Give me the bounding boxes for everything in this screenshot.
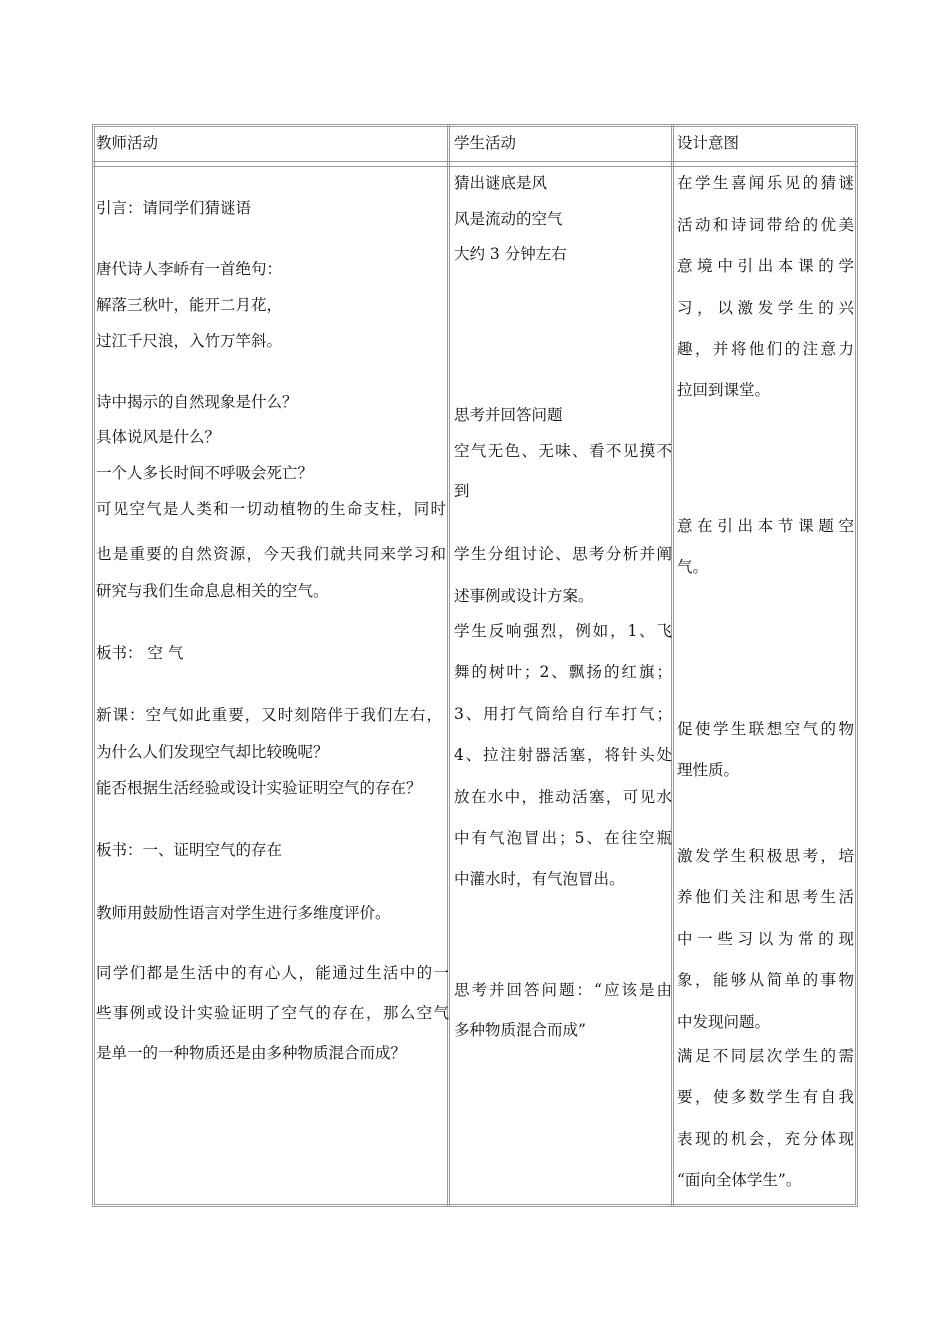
intent-line: 在学生喜闻乐见的猜谜 <box>677 174 854 192</box>
intent-line: 满足不同层次学生的需 <box>677 1047 854 1065</box>
teacher-line: 唐代诗人李峤有一首绝句： <box>96 260 283 278</box>
intent-line: 促使学生联想空气的物 <box>677 720 854 738</box>
header-design-intent: 设计意图 <box>677 134 740 152</box>
teacher-board-subtitle: 板书：一、证明空气的存在 <box>96 841 283 859</box>
teacher-line: 也是重要的自然资源，今天我们就共同来学习和 <box>96 545 446 563</box>
teacher-line: 过江千尺浪，入竹万竿斜。 <box>96 332 283 350</box>
student-line: 到 <box>454 482 470 500</box>
teacher-line: 教师用鼓励性语言对学生进行多维度评价。 <box>96 904 391 922</box>
intent-line: 要，使多数学生有自我 <box>677 1088 854 1106</box>
student-line: 思考并回答问题：“应该是由 <box>454 981 672 999</box>
header-divider <box>92 161 858 167</box>
teacher-line: 些事例或设计实验证明了空气的存在，那么空气 <box>96 1004 449 1022</box>
student-line: 空气无色、无味、看不见摸不 <box>454 442 672 460</box>
student-line: 猜出谜底是风 <box>454 174 548 192</box>
intent-line: 理性质。 <box>677 761 740 779</box>
intent-line: 表现的机会，充分体现 <box>677 1130 854 1148</box>
intent-line: 拉回到课堂。 <box>677 381 771 399</box>
teacher-line: 具体说风是什么？ <box>96 428 221 446</box>
student-line: 思考并回答问题 <box>454 406 563 424</box>
teacher-board-title: 板书： 空 气 <box>96 644 184 662</box>
teacher-line: 解落三秋叶，能开二月花， <box>96 296 283 314</box>
teacher-line: 为什么人们发现空气却比较晚呢？ <box>96 743 329 761</box>
intent-line: 活动和诗词带给的优美 <box>677 216 854 234</box>
student-line: 学生反响强烈，例如，1、飞 <box>454 622 672 640</box>
student-line: 放在水中，推动活塞，可见水 <box>454 788 672 806</box>
student-line: 述事例或设计方案。 <box>454 587 594 605</box>
intent-line: 象，能够从简单的事物 <box>677 971 854 989</box>
student-line: 风是流动的空气 <box>454 210 563 228</box>
teacher-line: 新课：空气如此重要，又时刻陪伴于我们左右， <box>96 706 442 724</box>
header-teacher-activity: 教师活动 <box>96 134 159 152</box>
intent-line: 意境中引出本课的学 <box>677 257 854 275</box>
intent-line: 习，以激发学生的兴 <box>677 299 854 317</box>
student-line: 中有气泡冒出；5、在往空瓶 <box>454 829 672 847</box>
teacher-line: 研究与我们生命息息相关的空气。 <box>96 582 329 600</box>
intent-line: 激发学生积极思考，培 <box>677 847 854 865</box>
teacher-line: 能否根据生活经验或设计实验证明空气的存在？ <box>96 779 422 797</box>
column-divider-1 <box>447 124 450 1207</box>
student-line: 舞的树叶；2、飘扬的红旗； <box>454 663 672 681</box>
intent-line: 气。 <box>677 558 709 576</box>
student-line: 大约 3 分钟左右 <box>454 245 567 263</box>
student-line: 多种物质混合而成” <box>454 1021 586 1039</box>
intent-line: “面向全体学生”。 <box>677 1171 802 1189</box>
teacher-line: 一个人多长时间不呼吸会死亡？ <box>96 464 314 482</box>
student-line: 学生分组讨论、思考分析并阐 <box>454 545 672 563</box>
intent-line: 养他们关注和思考生活 <box>677 888 854 906</box>
teacher-line: 诗中揭示的自然现象是什么？ <box>96 393 298 411</box>
teacher-line: 可见空气是人类和一切动植物的生命支柱，同时 <box>96 500 446 518</box>
intent-line: 中发现问题。 <box>677 1013 771 1031</box>
intent-line: 意在引出本节课题空 <box>677 517 854 535</box>
student-line: 4、拉注射器活塞，将针头处 <box>454 746 672 764</box>
intent-line: 中一些习以为常的现 <box>677 930 854 948</box>
header-student-activity: 学生活动 <box>454 134 517 152</box>
intent-line: 趣，并将他们的注意力 <box>677 340 854 358</box>
teacher-line: 引言：请同学们猜谜语 <box>96 199 252 217</box>
student-line: 3、用打气筒给自行车打气； <box>454 705 672 723</box>
student-line: 中灌水时，有气泡冒出。 <box>454 870 625 888</box>
teacher-line: 是单一的一种物质还是由多种物质混合而成？ <box>96 1044 407 1062</box>
teacher-line: 同学们都是生活中的有心人，能通过生活中的一 <box>96 964 449 982</box>
